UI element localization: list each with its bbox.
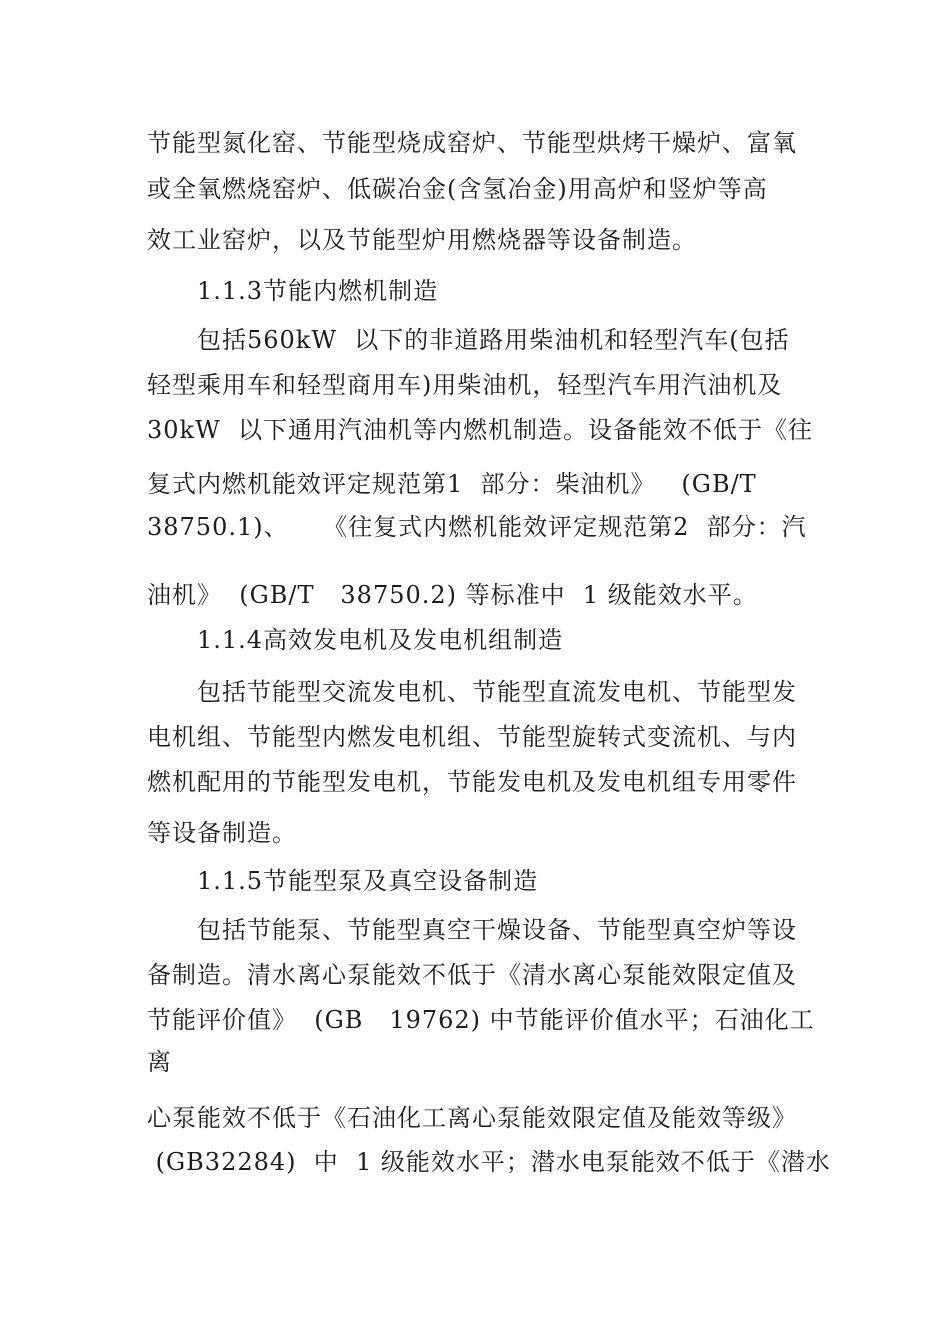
section-heading: 1.1.3节能内燃机制造 <box>197 277 439 305</box>
text-line: 效工业窑炉，以及节能型炉用燃烧器等设备制造。 <box>147 226 697 254</box>
text-line: 节能评价值》 (GB 19762) 中节能评价值水平；石油化工 <box>147 1006 815 1034</box>
text-line: 燃机配用的节能型发电机，节能发电机及发电机组专用零件 <box>147 768 797 796</box>
text-line: 电机组、节能型内燃发电机组、节能型旋转式变流机、与内 <box>147 723 797 751</box>
text-line: 包括560kW 以下的非道路用柴油机和轻型汽车(包括 <box>197 326 790 354</box>
text-line: 轻型乘用车和轻型商用车)用柴油机，轻型汽车用汽油机及 <box>147 371 783 399</box>
text-line: 心泵能效不低于《石油化工离心泵能效限定值及能效等级》 <box>147 1104 797 1132</box>
section-heading: 1.1.5节能型泵及真空设备制造 <box>197 867 539 895</box>
text-line: (GB32284) 中 1 级能效水平；潜水电泵能效不低于《潜水 <box>147 1148 831 1176</box>
text-line: 30kW 以下通用汽油机等内燃机制造。设备能效不低于《往 <box>147 416 814 444</box>
text-line: 油机》 (GB/T 38750.2) 等标准中 1 级能效水平。 <box>147 581 758 609</box>
text-line: 等设备制造。 <box>147 819 297 847</box>
text-line: 备制造。清水离心泵能效不低于《清水离心泵能效限定值及 <box>147 961 797 989</box>
text-line: 复式内燃机能效评定规范第1 部分：柴油机》 (GB/T <box>147 470 757 498</box>
text-line: 离 <box>147 1048 172 1076</box>
section-heading: 1.1.4高效发电机及发电机组制造 <box>197 626 564 654</box>
text-line: 38750.1)、 《往复式内燃机能效评定规范第2 部分：汽 <box>147 513 807 541</box>
text-line: 或全氧燃烧窑炉、低碳冶金(含氢冶金)用高炉和竖炉等高 <box>147 175 768 203</box>
text-line: 包括节能泵、节能型真空干燥设备、节能型真空炉等设 <box>197 916 797 944</box>
text-line: 包括节能型交流发电机、节能型直流发电机、节能型发 <box>197 678 797 706</box>
text-line: 节能型氮化窑、节能型烧成窑炉、节能型烘烤干燥炉、富氧 <box>147 129 797 157</box>
